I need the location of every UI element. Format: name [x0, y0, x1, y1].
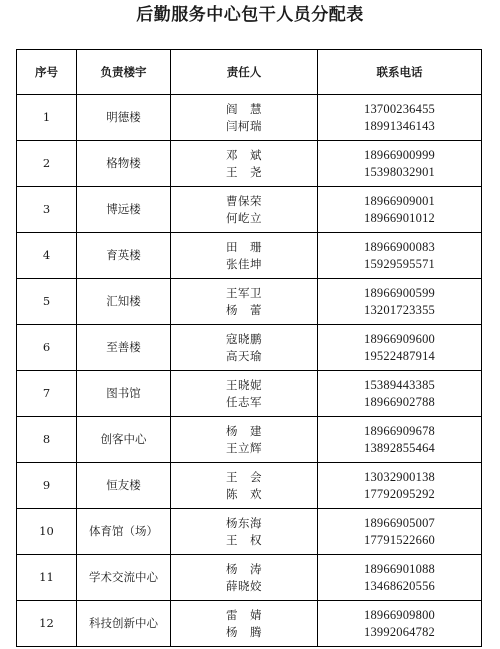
responsible-persons [171, 555, 318, 601]
responsible-persons [171, 95, 318, 141]
person-name: 曹保荣 [226, 193, 262, 208]
building-name: 恒友楼 [77, 463, 171, 509]
phone-number: 18966905007 [364, 515, 435, 530]
contact-phones [318, 555, 482, 601]
person-name: 杨 建 [226, 423, 262, 438]
phone-number: 18966901012 [364, 210, 435, 225]
phone-number: 18966909678 [364, 423, 435, 438]
person-name: 高天瑜 [226, 348, 262, 363]
phone-number: 18966909800 [364, 607, 435, 622]
contact-phones [318, 463, 482, 509]
person-name: 阎 慧 [226, 101, 262, 116]
person-name: 闫柯瑞 [226, 118, 262, 133]
row-number: 7 [17, 371, 77, 417]
table-header-row [17, 50, 482, 95]
responsible-persons [171, 463, 318, 509]
building-name: 创客中心 [77, 417, 171, 463]
phone-number: 15929595571 [364, 256, 435, 271]
building-name: 博远楼 [77, 187, 171, 233]
row-number: 6 [17, 325, 77, 371]
person-name: 邓 斌 [226, 147, 262, 162]
person-name: 王 尧 [226, 164, 262, 179]
phone-number: 18966909001 [364, 193, 435, 208]
person-name: 王晓妮 [226, 377, 262, 392]
phone-number: 18966901088 [364, 561, 435, 576]
phone-number: 18966900999 [364, 147, 435, 162]
phone-number: 19522487914 [364, 348, 435, 363]
table-row [17, 95, 482, 141]
building-name: 学术交流中心 [77, 555, 171, 601]
building-name: 育英楼 [77, 233, 171, 279]
contact-phones [318, 509, 482, 555]
responsible-persons [171, 233, 318, 279]
building-name: 格物楼 [77, 141, 171, 187]
contact-phones [318, 601, 482, 647]
person-name: 王立辉 [226, 440, 262, 455]
building-name: 明德楼 [77, 95, 171, 141]
table-row [17, 509, 482, 555]
row-number: 5 [17, 279, 77, 325]
row-number: 10 [17, 509, 77, 555]
row-number: 9 [17, 463, 77, 509]
table-row [17, 279, 482, 325]
table-row [17, 601, 482, 647]
phone-number: 18966902788 [364, 394, 435, 409]
building-name: 图书馆 [77, 371, 171, 417]
phone-number: 13700236455 [364, 101, 435, 116]
person-name: 杨东海 [226, 515, 262, 530]
table-row [17, 463, 482, 509]
phone-number: 13992064782 [364, 624, 435, 639]
phone-number: 18966909600 [364, 331, 435, 346]
phone-number: 15398032901 [364, 164, 435, 179]
person-name: 陈 欢 [226, 486, 262, 501]
person-name: 何屹立 [226, 210, 262, 225]
building-name: 汇知楼 [77, 279, 171, 325]
row-number: 11 [17, 555, 77, 601]
phone-number: 15389443385 [364, 377, 435, 392]
document-title: 后勤服务中心包干人员分配表 [136, 5, 364, 25]
contact-phones [318, 95, 482, 141]
table-row [17, 233, 482, 279]
responsible-persons [171, 279, 318, 325]
phone-number: 18966900083 [364, 239, 435, 254]
phone-number: 13032900138 [364, 469, 435, 484]
table-row [17, 141, 482, 187]
phone-number: 18991346143 [364, 118, 435, 133]
person-name: 任志军 [226, 394, 262, 409]
table-row [17, 555, 482, 601]
building-name: 至善楼 [77, 325, 171, 371]
person-name: 王 会 [226, 469, 262, 484]
row-number: 12 [17, 601, 77, 647]
table-row [17, 371, 482, 417]
row-number: 8 [17, 417, 77, 463]
person-name: 王军卫 [226, 285, 262, 300]
person-name: 王 权 [226, 532, 262, 547]
phone-number: 13468620556 [364, 578, 435, 593]
responsible-persons [171, 141, 318, 187]
responsible-persons [171, 371, 318, 417]
phone-number: 13892855464 [364, 440, 435, 455]
row-number: 2 [17, 141, 77, 187]
contact-phones [318, 187, 482, 233]
contact-phones [318, 141, 482, 187]
table-row [17, 417, 482, 463]
table-body [17, 95, 482, 647]
row-number: 1 [17, 95, 77, 141]
responsible-persons [171, 417, 318, 463]
header-phone: 联系电话 [318, 50, 482, 95]
responsible-persons [171, 325, 318, 371]
contact-phones [318, 371, 482, 417]
contact-phones [318, 417, 482, 463]
person-name: 田 珊 [226, 239, 262, 254]
phone-number: 13201723355 [364, 302, 435, 317]
responsible-persons [171, 509, 318, 555]
row-number: 4 [17, 233, 77, 279]
table-row [17, 187, 482, 233]
phone-number: 18966900599 [364, 285, 435, 300]
person-name: 杨 腾 [226, 624, 262, 639]
phone-number: 17791522660 [364, 532, 435, 547]
building-name: 体育馆（场） [77, 509, 171, 555]
contact-phones [318, 279, 482, 325]
table-row [17, 325, 482, 371]
row-number: 3 [17, 187, 77, 233]
person-name: 张佳坤 [226, 256, 262, 271]
contact-phones [318, 233, 482, 279]
responsible-persons [171, 187, 318, 233]
phone-number: 17792095292 [364, 486, 435, 501]
contact-phones [318, 325, 482, 371]
header-building: 负责楼宇 [77, 50, 171, 95]
staff-assignment-table [16, 49, 482, 647]
person-name: 薛晓姣 [226, 578, 262, 593]
building-name: 科技创新中心 [77, 601, 171, 647]
person-name: 杨 蕾 [226, 302, 262, 317]
header-no: 序号 [17, 50, 77, 95]
responsible-persons [171, 601, 318, 647]
person-name: 寇晓鹏 [226, 331, 262, 346]
person-name: 雷 婧 [226, 607, 262, 622]
header-person: 责任人 [171, 50, 318, 95]
person-name: 杨 涛 [226, 561, 262, 576]
